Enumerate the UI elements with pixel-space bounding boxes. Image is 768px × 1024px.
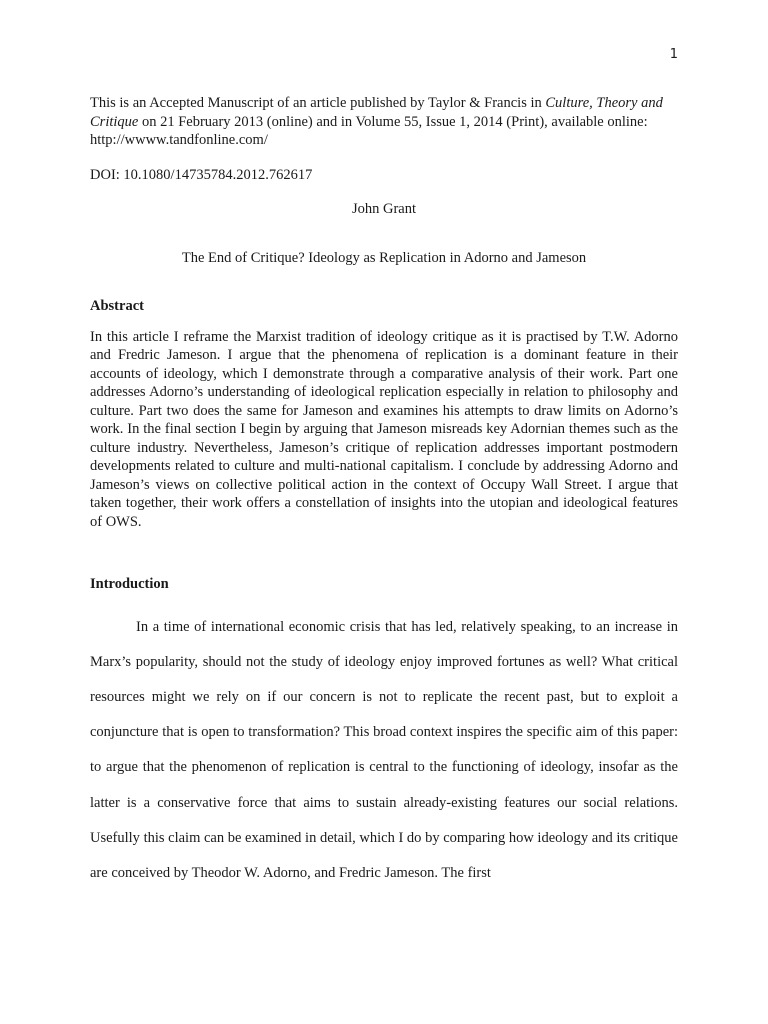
article-title: The End of Critique? Ideology as Replication in Adorno and Jameson xyxy=(181,249,587,266)
abstract-heading: Abstract xyxy=(90,298,144,314)
introduction-text: In a time of international economic crisis that has led, relatively speaking, to an increase in Marx’s popularity, should not the study of ideology enjoy improved fortunes as well? What critical resources might we rely on if our concern is not to replicate the recent past, but to exploit a conjuncture that is open to transformation? This broad context inspires the specific aim of this paper: to argue that the phenomenon of replication is central to the functioning of ideology, insofar as the latter is a conservative force that aims to sustain already-existing features our social relations. Usefully this claim can be examined in detail, which I do by comparing how ideology and its critique are conceived by Theodor W. Adorno, and Fredric Jameson. The first xyxy=(90,618,678,881)
publication-note-prefix: This is an Accepted Manuscript of an article published by Taylor & Francis in xyxy=(90,95,546,111)
publication-note-suffix: on 21 February 2013 (online) and in Volume 55, Issue 1, 2014 (Print), available online: http://wwww.tandfonline.com/ xyxy=(90,113,648,148)
page-number: 1 xyxy=(669,47,678,62)
journal-name: Culture, Theory and Critique xyxy=(90,95,663,130)
document-content xyxy=(90,94,678,891)
author-name: John Grant xyxy=(351,201,417,217)
introduction-heading: Introduction xyxy=(90,576,169,592)
publication-note xyxy=(90,94,678,150)
doi-line: DOI: 10.1080/14735784.2012.762617 xyxy=(90,166,313,183)
abstract-text: In this article I reframe the Marxist tradition of ideology critique as it is practised by T.W. Adorno and Fredric Jameson. I argue that the phenomena of replication is a dominant feature in their accounts of ideology, which I demonstrate through a comparative analysis of their work. Part one addresses Adorno’s understanding of ideological replication especially in relation to philosophy and culture. Part two does the same for Jameson and examines his attempts to draw limits on Adorno’s work. In the final section I begin by arguing that Jameson misreads key Adornian themes such as the culture industry. Nevertheless, Jameson’s critique of replication addresses important postmodern developments related to culture and multi-national capitalism. I conclude by addressing Adorno and Jameson’s views on collective political action in the context of Occupy Wall Street. I argue that taken together, their work offers a constellation of insights into the utopian and ideological features of OWS. xyxy=(90,328,678,530)
